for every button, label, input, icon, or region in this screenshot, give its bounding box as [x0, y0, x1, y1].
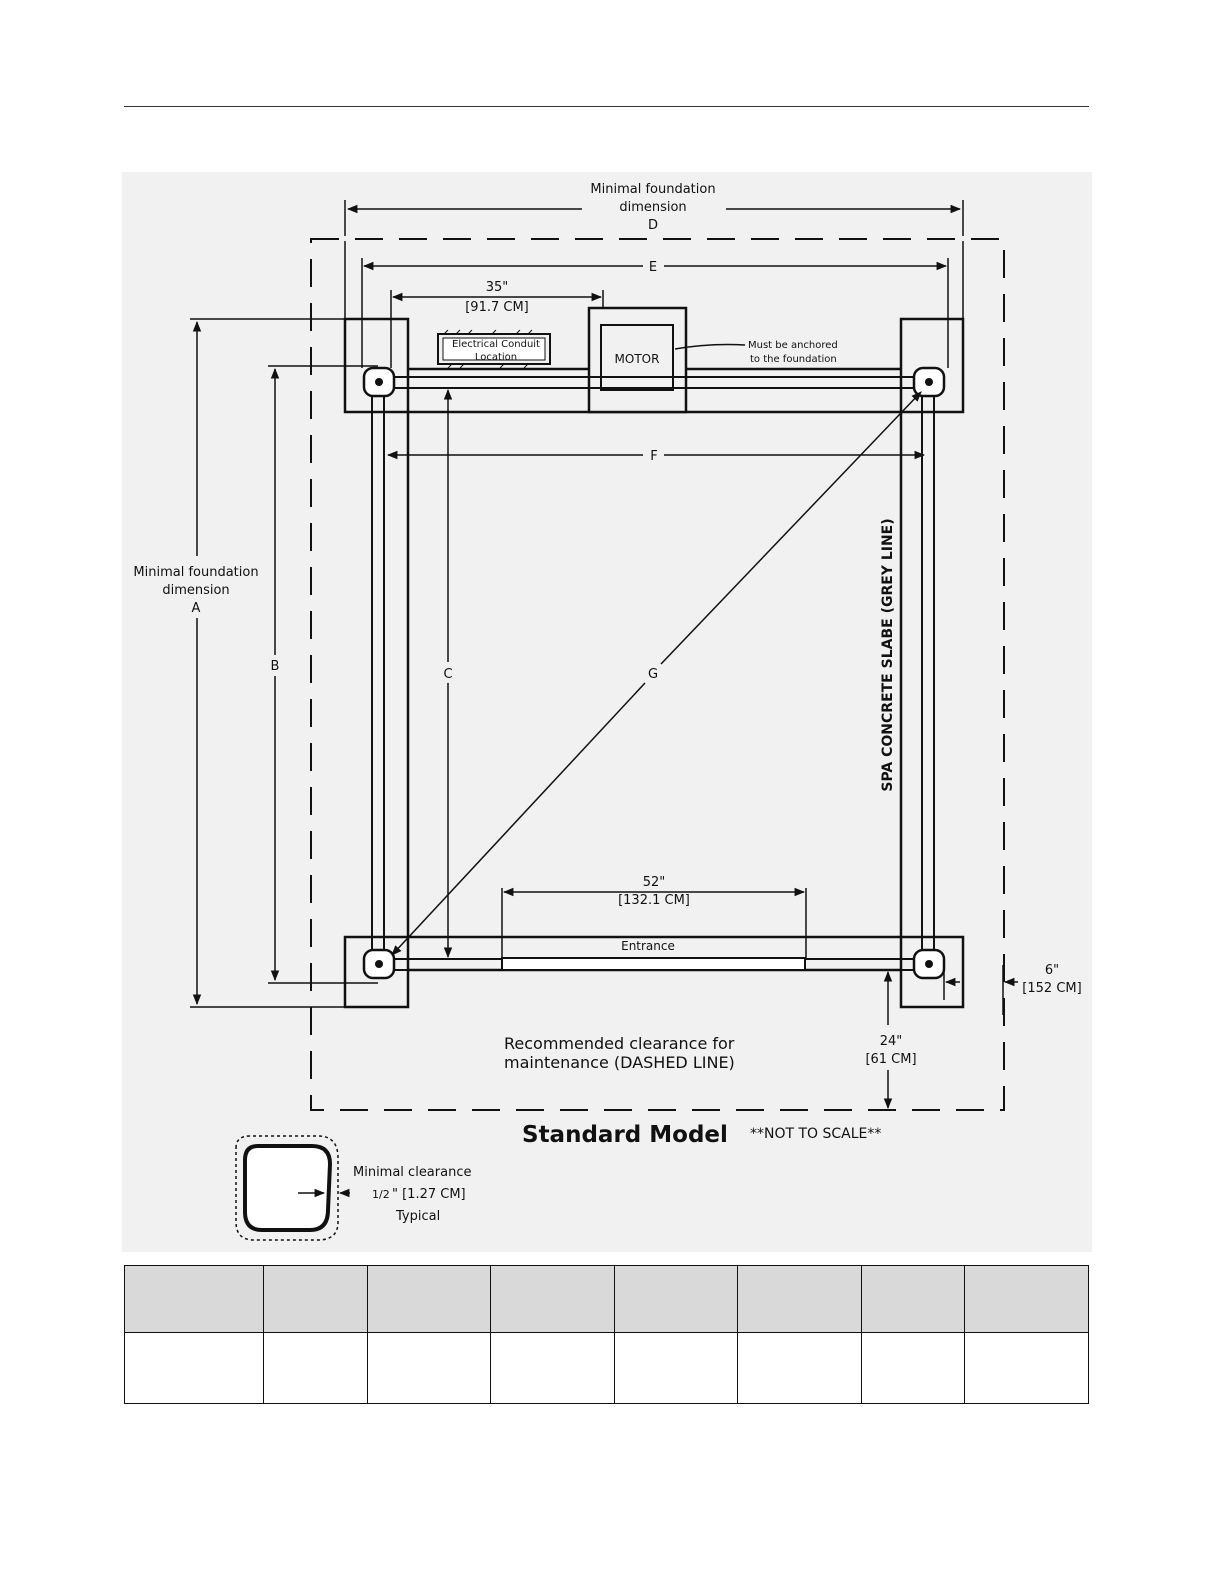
- corner-post-bottom-right: [914, 950, 944, 978]
- header-cell: [861, 1266, 965, 1333]
- table-cell: [965, 1333, 1089, 1404]
- dim-D-label-line1: Minimal foundation: [590, 182, 716, 197]
- corner-post-bottom-left: [364, 950, 394, 978]
- dim-C-letter: C: [443, 667, 453, 682]
- dimensions-table: [124, 1265, 1089, 1404]
- entrance-bar: [502, 958, 805, 970]
- table-cell: [367, 1333, 490, 1404]
- header-cell: [367, 1266, 490, 1333]
- dim-A-label-line2: dimension: [162, 583, 230, 598]
- dim-E-letter: E: [648, 260, 658, 275]
- min-clearance-line3: Typical: [396, 1209, 441, 1224]
- dim-F-letter: F: [650, 449, 658, 464]
- table-cell: [264, 1333, 368, 1404]
- post-clearance-detail: [236, 1136, 350, 1240]
- corner-post-top-right: [914, 368, 944, 396]
- dim-A-label-line1: Minimal foundation: [133, 565, 259, 580]
- anchor-note-line2: to the foundation: [750, 354, 837, 365]
- table-cell: [738, 1333, 861, 1404]
- table-cell: [861, 1333, 965, 1404]
- conduit-label-line1: Electrical Conduit: [452, 339, 540, 350]
- clearance-note-line2: maintenance (DASHED LINE): [504, 1053, 735, 1072]
- dim-B-letter: B: [270, 659, 280, 674]
- dim-52-cm: [132.1 CM]: [618, 893, 690, 908]
- min-clearance-line1: Minimal clearance: [353, 1165, 472, 1180]
- slab-label: SPA CONCRETE SLABE (GREY LINE): [880, 518, 896, 792]
- table-row: [125, 1333, 1089, 1404]
- dim-D-letter: D: [647, 218, 659, 233]
- table-header-row: [125, 1266, 1089, 1333]
- motor-label: MOTOR: [614, 352, 660, 366]
- dim-24-cm: [61 CM]: [865, 1052, 917, 1067]
- footing-top-right: [901, 319, 963, 412]
- header-cell: [125, 1266, 264, 1333]
- dim-6-inches: 6": [1044, 963, 1060, 978]
- min-clearance-fraction: 1/2: [372, 1188, 390, 1201]
- dim-6-cm: [152 CM]: [1022, 981, 1082, 996]
- min-clearance-cm: " [1.27 CM]: [392, 1187, 466, 1202]
- table-cell: [491, 1333, 614, 1404]
- conduit-label-line2: Location: [474, 352, 518, 363]
- entrance-label: Entrance: [621, 939, 675, 953]
- dim-35-cm: [91.7 CM]: [465, 300, 529, 315]
- dim-35-inches: 35": [485, 280, 509, 295]
- clearance-note-line1: Recommended clearance for: [504, 1034, 735, 1053]
- not-to-scale-note: **NOT TO SCALE**: [750, 1126, 882, 1142]
- dim-24-inches: 24": [879, 1034, 903, 1049]
- header-cell: [965, 1266, 1089, 1333]
- header-cell: [491, 1266, 614, 1333]
- header-cell: [614, 1266, 737, 1333]
- dim-G-letter: G: [647, 667, 659, 682]
- dim-A-letter: A: [191, 601, 201, 616]
- anchor-note-line1: Must be anchored: [748, 340, 838, 351]
- table-cell: [614, 1333, 737, 1404]
- diagram-title: Standard Model: [522, 1122, 728, 1148]
- dim-52-inches: 52": [642, 875, 666, 890]
- corner-post-top-left: [364, 368, 394, 396]
- dim-D-label-line2: dimension: [619, 200, 687, 215]
- header-cell: [264, 1266, 368, 1333]
- table-cell: [125, 1333, 264, 1404]
- header-cell: [738, 1266, 861, 1333]
